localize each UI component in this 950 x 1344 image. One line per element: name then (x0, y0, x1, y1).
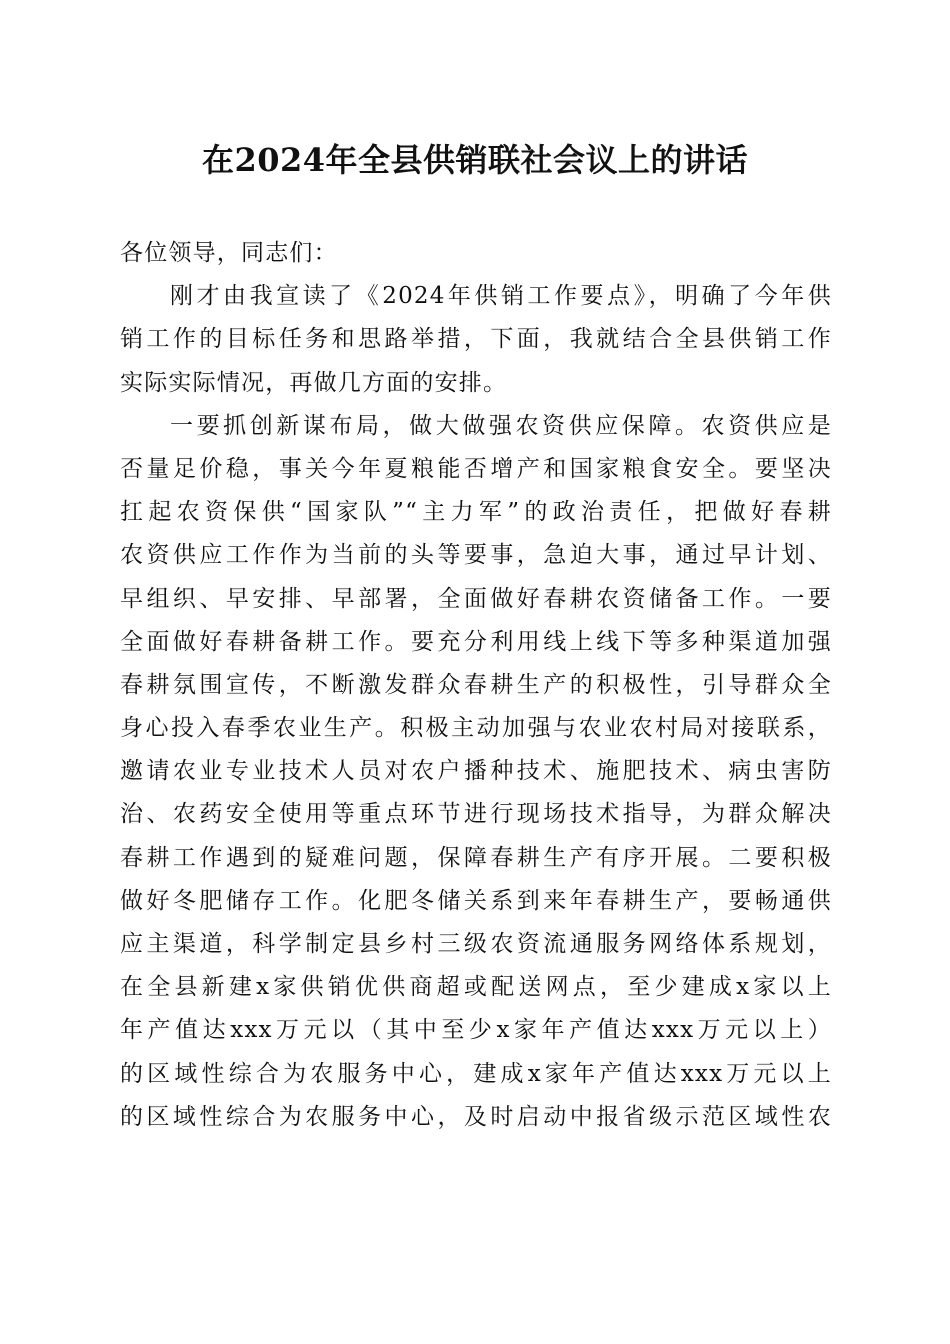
salutation: 各位领导，同志们： (120, 240, 338, 266)
paragraph-line: 农资供应工作作为当前的头等要事，急迫大事，通过早计划、 (120, 542, 832, 569)
paragraph-line: 邀请农业专业技术人员对农户播种技术、施肥技术、病虫害防 (120, 758, 832, 785)
paragraph-line: 的区域性综合为农服务中心，建成x家年产值达xxx万元以上 (120, 1060, 832, 1087)
paragraph-line: 在全县新建x家供销优供商超或配送网点，至少建成x家以上 (120, 974, 832, 1001)
paragraph-line: 春耕氛围宣传，不断激发群众春耕生产的积极性，引导群众全 (120, 671, 832, 698)
paragraph-line: 应主渠道，科学制定县乡村三级农资流通服务网络体系规划， (120, 931, 832, 957)
document-body (120, 232, 832, 1139)
paragraph-line: 一要抓创新谋布局，做大做强农资供应保障。农资供应是 (170, 412, 832, 439)
paragraph-line: 做好冬肥储存工作。化肥冬储关系到来年春耕生产，要畅通供 (120, 887, 832, 914)
paragraph-line: 的区域性综合为农服务中心，及时启动中报省级示范区域性农 (120, 1103, 832, 1130)
document-title: 在2024年全县供销联社会议上的讲话 (201, 141, 749, 179)
paragraph-line: 销工作的目标任务和思路举措，下面，我就结合全县供销工作 (120, 326, 832, 353)
paragraph-line: 否量足价稳，事关今年夏粮能否增产和国家粮食安全。要坚决 (120, 455, 832, 482)
paragraph-line: 扛起农资保供“国家队”“主力军”的政治责任，把做好春耕 (120, 499, 832, 526)
paragraph-line: 治、农药安全使用等重点环节进行现场技术指导，为群众解决 (120, 801, 832, 828)
paragraph-line: 实际实际情况，再做几方面的安排。 (120, 369, 508, 396)
paragraph-line: 早组织、早安排、早部署，全面做好春耕农资储备工作。一要 (120, 585, 832, 612)
paragraph-line: 身心投入春季农业生产。积极主动加强与农业农村局对接联系， (120, 715, 832, 742)
paragraph-line: 刚才由我宣读了《2024年供销工作要点》，明确了今年供 (170, 283, 832, 310)
paragraph-line: 年产值达xxx万元以（其中至少x家年产值达xxx万元以上） (120, 1017, 832, 1044)
paragraph-line: 春耕工作遇到的疑难问题，保障春耕生产有序开展。二要积极 (120, 844, 832, 871)
paragraph-line: 全面做好春耕备耕工作。要充分利用线上线下等多种渠道加强 (120, 628, 832, 655)
